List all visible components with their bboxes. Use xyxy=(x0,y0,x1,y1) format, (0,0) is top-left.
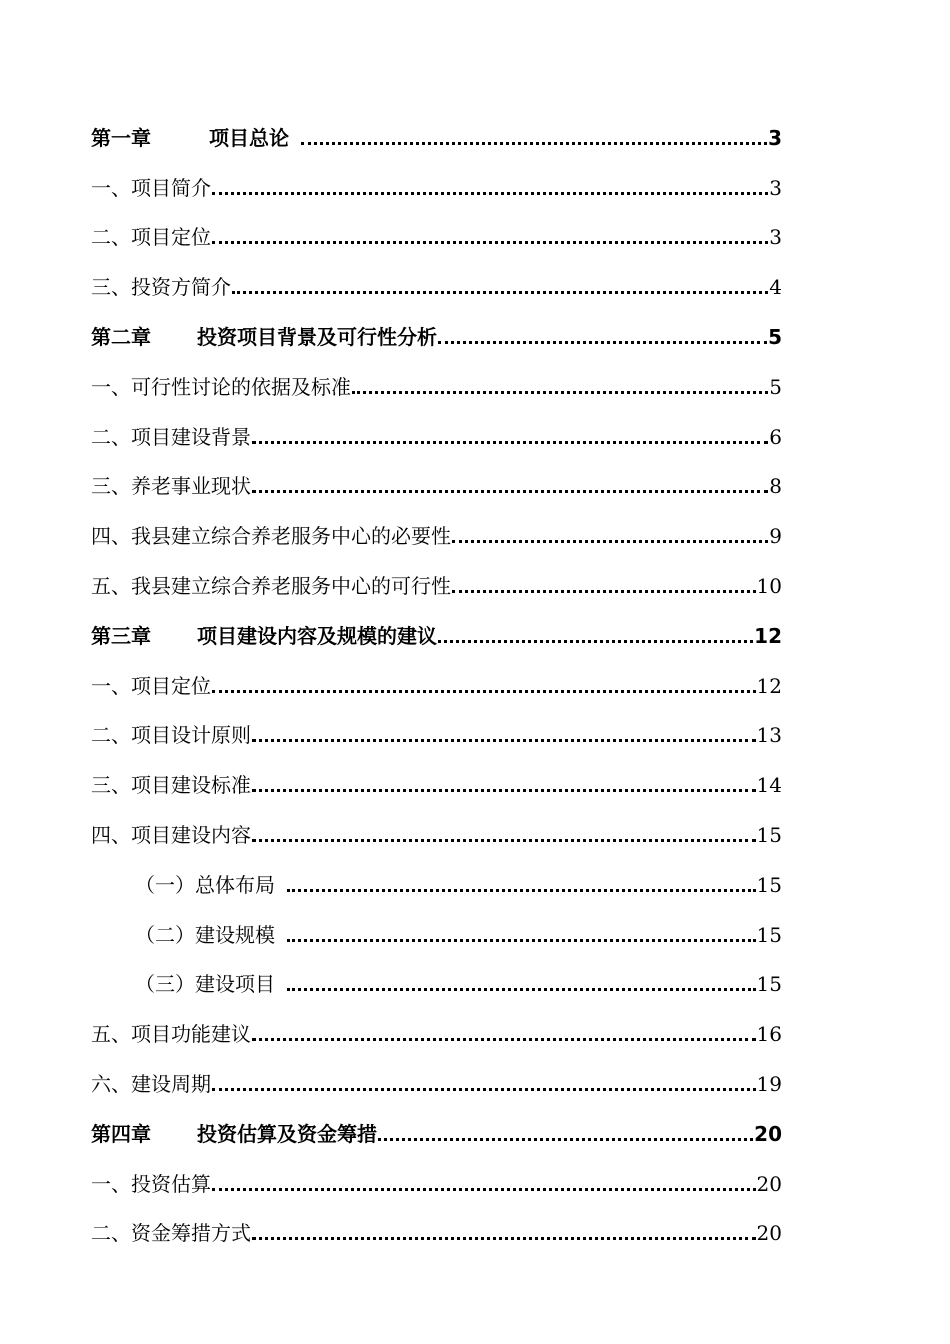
section-title: 二、项目建设背景 xyxy=(91,424,251,449)
section-title: 五、项目功能建议 xyxy=(91,1022,251,1047)
page-number: 12 xyxy=(756,673,782,698)
page-number: 19 xyxy=(756,1071,782,1096)
section-title: 二、资金筹措方式 xyxy=(91,1221,251,1246)
section-title: 三、投资方简介 xyxy=(91,275,231,300)
dot-leader xyxy=(438,324,767,350)
chapter-title: 项目建设内容及规模的建议 xyxy=(197,623,437,648)
section-title: 五、我县建立综合养老服务中心的可行性 xyxy=(91,573,451,598)
dot-leader xyxy=(212,224,768,250)
page-number: 9 xyxy=(769,524,782,549)
dot-leader xyxy=(252,722,756,748)
dot-leader xyxy=(252,772,756,798)
page-number: 4 xyxy=(769,275,782,300)
dot-leader xyxy=(212,1171,756,1197)
page-number: 3 xyxy=(769,175,782,200)
dot-leader xyxy=(212,175,768,201)
toc-section[interactable] xyxy=(91,350,782,400)
section-title: 二、项目定位 xyxy=(91,225,211,250)
toc-section[interactable] xyxy=(91,1147,782,1197)
toc-section[interactable] xyxy=(91,798,782,848)
dot-leader xyxy=(452,573,756,599)
page-number: 20 xyxy=(754,1121,782,1146)
toc-section[interactable] xyxy=(91,1197,782,1247)
dot-leader xyxy=(287,971,756,997)
dot-leader xyxy=(232,274,768,300)
dot-leader xyxy=(378,1121,753,1147)
toc-section[interactable] xyxy=(91,1047,782,1097)
toc-section[interactable] xyxy=(91,499,782,549)
toc-section[interactable] xyxy=(91,748,782,798)
toc-section[interactable] xyxy=(91,549,782,599)
toc-section[interactable] xyxy=(91,699,782,749)
page-number: 15 xyxy=(756,872,782,897)
page-number: 15 xyxy=(756,972,782,997)
dot-leader xyxy=(452,523,768,549)
chapter-title: 投资估算及资金筹措 xyxy=(197,1121,377,1146)
dot-leader xyxy=(438,623,753,649)
toc-section[interactable] xyxy=(91,151,782,201)
section-title: 一、投资估算 xyxy=(91,1171,211,1196)
dot-leader xyxy=(212,673,756,699)
section-title: 三、养老事业现状 xyxy=(91,474,251,499)
dot-leader xyxy=(252,822,756,848)
dot-leader xyxy=(287,922,756,948)
dot-leader xyxy=(252,473,768,499)
dot-leader xyxy=(252,424,768,450)
toc-chapter-2[interactable] xyxy=(91,300,782,350)
page-number: 8 xyxy=(769,474,782,499)
dot-leader xyxy=(287,872,756,898)
subsection-title: （二）建设规模 xyxy=(135,922,275,947)
subsection-title: （三）建设项目 xyxy=(135,972,275,997)
chapter-title: 投资项目背景及可行性分析 xyxy=(197,324,437,349)
page-number: 15 xyxy=(756,822,782,847)
section-title: 四、我县建立综合养老服务中心的必要性 xyxy=(91,524,451,549)
page-number: 12 xyxy=(754,623,782,648)
page-number: 16 xyxy=(756,1022,782,1047)
toc-subsection[interactable] xyxy=(91,898,782,948)
toc-section[interactable] xyxy=(91,997,782,1047)
page-number: 10 xyxy=(756,573,782,598)
toc-section[interactable] xyxy=(91,201,782,251)
toc-section[interactable] xyxy=(91,649,782,699)
page-number: 3 xyxy=(769,225,782,250)
toc-chapter-1[interactable] xyxy=(91,101,782,151)
chapter-number: 第四章 xyxy=(91,1121,151,1146)
toc-section[interactable] xyxy=(91,400,782,450)
toc-section[interactable] xyxy=(91,450,782,500)
dot-leader xyxy=(352,374,768,400)
chapter-number: 第一章 xyxy=(91,125,151,150)
section-title: 一、可行性讨论的依据及标准 xyxy=(91,374,351,399)
page-number: 14 xyxy=(756,773,782,798)
section-title: 六、建设周期 xyxy=(91,1071,211,1096)
table-of-contents xyxy=(91,101,782,1246)
page-number: 5 xyxy=(768,324,782,349)
section-title: 四、项目建设内容 xyxy=(91,822,251,847)
chapter-title: 项目总论 xyxy=(209,125,289,150)
toc-chapter-3[interactable] xyxy=(91,599,782,649)
section-title: 一、项目简介 xyxy=(91,175,211,200)
toc-section[interactable] xyxy=(91,250,782,300)
dot-leader xyxy=(252,1220,756,1246)
dot-leader xyxy=(252,1021,756,1047)
section-title: 三、项目建设标准 xyxy=(91,773,251,798)
page-number: 3 xyxy=(768,125,782,150)
page-number: 13 xyxy=(756,723,782,748)
page-number: 5 xyxy=(769,374,782,399)
dot-leader xyxy=(301,125,767,151)
page-number: 15 xyxy=(756,922,782,947)
toc-chapter-4[interactable] xyxy=(91,1097,782,1147)
dot-leader xyxy=(212,1071,756,1097)
toc-subsection[interactable] xyxy=(91,948,782,998)
chapter-number: 第三章 xyxy=(91,623,151,648)
section-title: 二、项目设计原则 xyxy=(91,723,251,748)
toc-subsection[interactable] xyxy=(91,848,782,898)
section-title: 一、项目定位 xyxy=(91,673,211,698)
page-number: 6 xyxy=(769,424,782,449)
subsection-title: （一）总体布局 xyxy=(135,872,275,897)
page-number: 20 xyxy=(756,1171,782,1196)
page-number: 20 xyxy=(756,1221,782,1246)
chapter-number: 第二章 xyxy=(91,324,151,349)
